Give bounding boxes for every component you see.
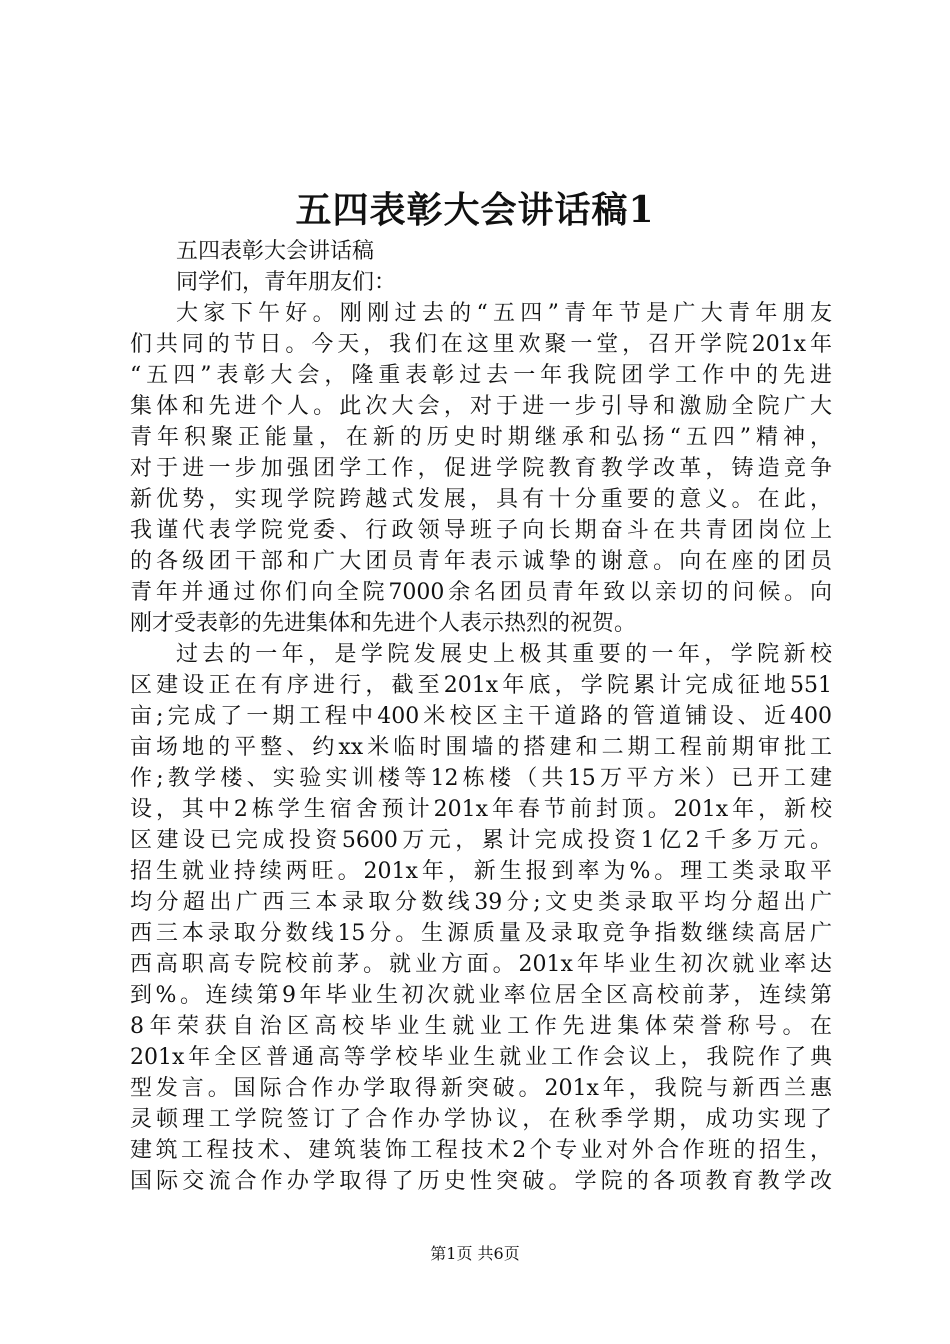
text-line: 亩场地的平整、约xx米临时围墙的搭建和二期工程前期审批工	[130, 735, 832, 760]
text-line: 集体和先进个人。此次大会，对于进一步引导和激励全院广大	[130, 394, 832, 419]
text-line: 型发言。国际合作办学取得新突破。201x年，我院与新西兰惠	[130, 1076, 832, 1101]
document-title: 五四表彰大会讲话稿1	[295, 189, 655, 231]
text-line: 建筑工程技术、建筑装饰工程技术2个专业对外合作班的招生，	[130, 1138, 832, 1163]
text-line: 8年荣获自治区高校毕业生就业工作先进集体荣誉称号。在	[130, 1014, 832, 1039]
text-line: 青年并通过你们向全院7000余名团员青年致以亲切的问候。向	[130, 580, 832, 605]
text-line: 亩;完成了一期工程中400米校区主干道路的管道铺设、近400	[130, 704, 832, 729]
text-line: 作;教学楼、实验实训楼等12栋楼（共15万平方米）已开工建	[130, 766, 832, 791]
text-line: 201x年全区普通高等学校毕业生就业工作会议上，我院作了典	[130, 1045, 832, 1070]
text-line: 招生就业持续两旺。201x年，新生报到率为%。理工类录取平	[130, 859, 832, 884]
text-line: 到%。连续第9年毕业生初次就业率位居全区高校前茅，连续第	[130, 983, 832, 1008]
text-line: 均分超出广西三本录取分数线39分;文史类录取平均分超出广	[130, 890, 832, 915]
salutation-line: 同学们，青年朋友们：	[176, 270, 397, 295]
subtitle-line: 五四表彰大会讲话稿	[176, 239, 375, 264]
page-footer: 第1页 共6页	[430, 1244, 520, 1263]
text-line: 新优势，实现学院跨越式发展，具有十分重要的意义。在此，	[130, 487, 832, 512]
text-line: 国际交流合作办学取得了历史性突破。学院的各项教育教学改	[130, 1169, 832, 1194]
text-line: 刚才受表彰的先进集体和先进个人表示热烈的祝贺。	[130, 611, 637, 636]
text-line: 西三本录取分数线15分。生源质量及录取竞争指数继续高居广	[130, 921, 832, 946]
text-line: 区建设已完成投资5600万元，累计完成投资1亿2千多万元。	[130, 828, 832, 853]
text-line: “五四”表彰大会，隆重表彰过去一年我院团学工作中的先进	[130, 363, 832, 388]
text-line: 过去的一年，是学院发展史上极其重要的一年，学院新校	[176, 642, 832, 667]
document-body	[130, 236, 832, 1197]
text-line: 西高职高专院校前茅。就业方面。201x年毕业生初次就业率达	[130, 952, 832, 977]
text-line: 的各级团干部和广大团员青年表示诚挚的谢意。向在座的团员	[130, 549, 832, 574]
text-line: 区建设正在有序进行，截至201x年底，学院累计完成征地551	[130, 673, 832, 698]
text-line: 对于进一步加强团学工作，促进学院教育教学改革，铸造竞争	[130, 456, 832, 481]
text-line: 灵顿理工学院签订了合作办学协议，在秋季学期，成功实现了	[130, 1107, 832, 1132]
text-line: 我谨代表学院党委、行政领导班子向长期奋斗在共青团岗位上	[130, 518, 832, 543]
text-line: 们共同的节日。今天，我们在这里欢聚一堂，召开学院201x年	[130, 332, 832, 357]
text-line: 设，其中2栋学生宿舍预计201x年春节前封顶。201x年，新校	[130, 797, 832, 822]
text-line: 大家下午好。刚刚过去的“五四”青年节是广大青年朋友	[176, 301, 832, 326]
text-line: 青年积聚正能量，在新的历史时期继承和弘扬“五四”精神，	[130, 425, 832, 450]
